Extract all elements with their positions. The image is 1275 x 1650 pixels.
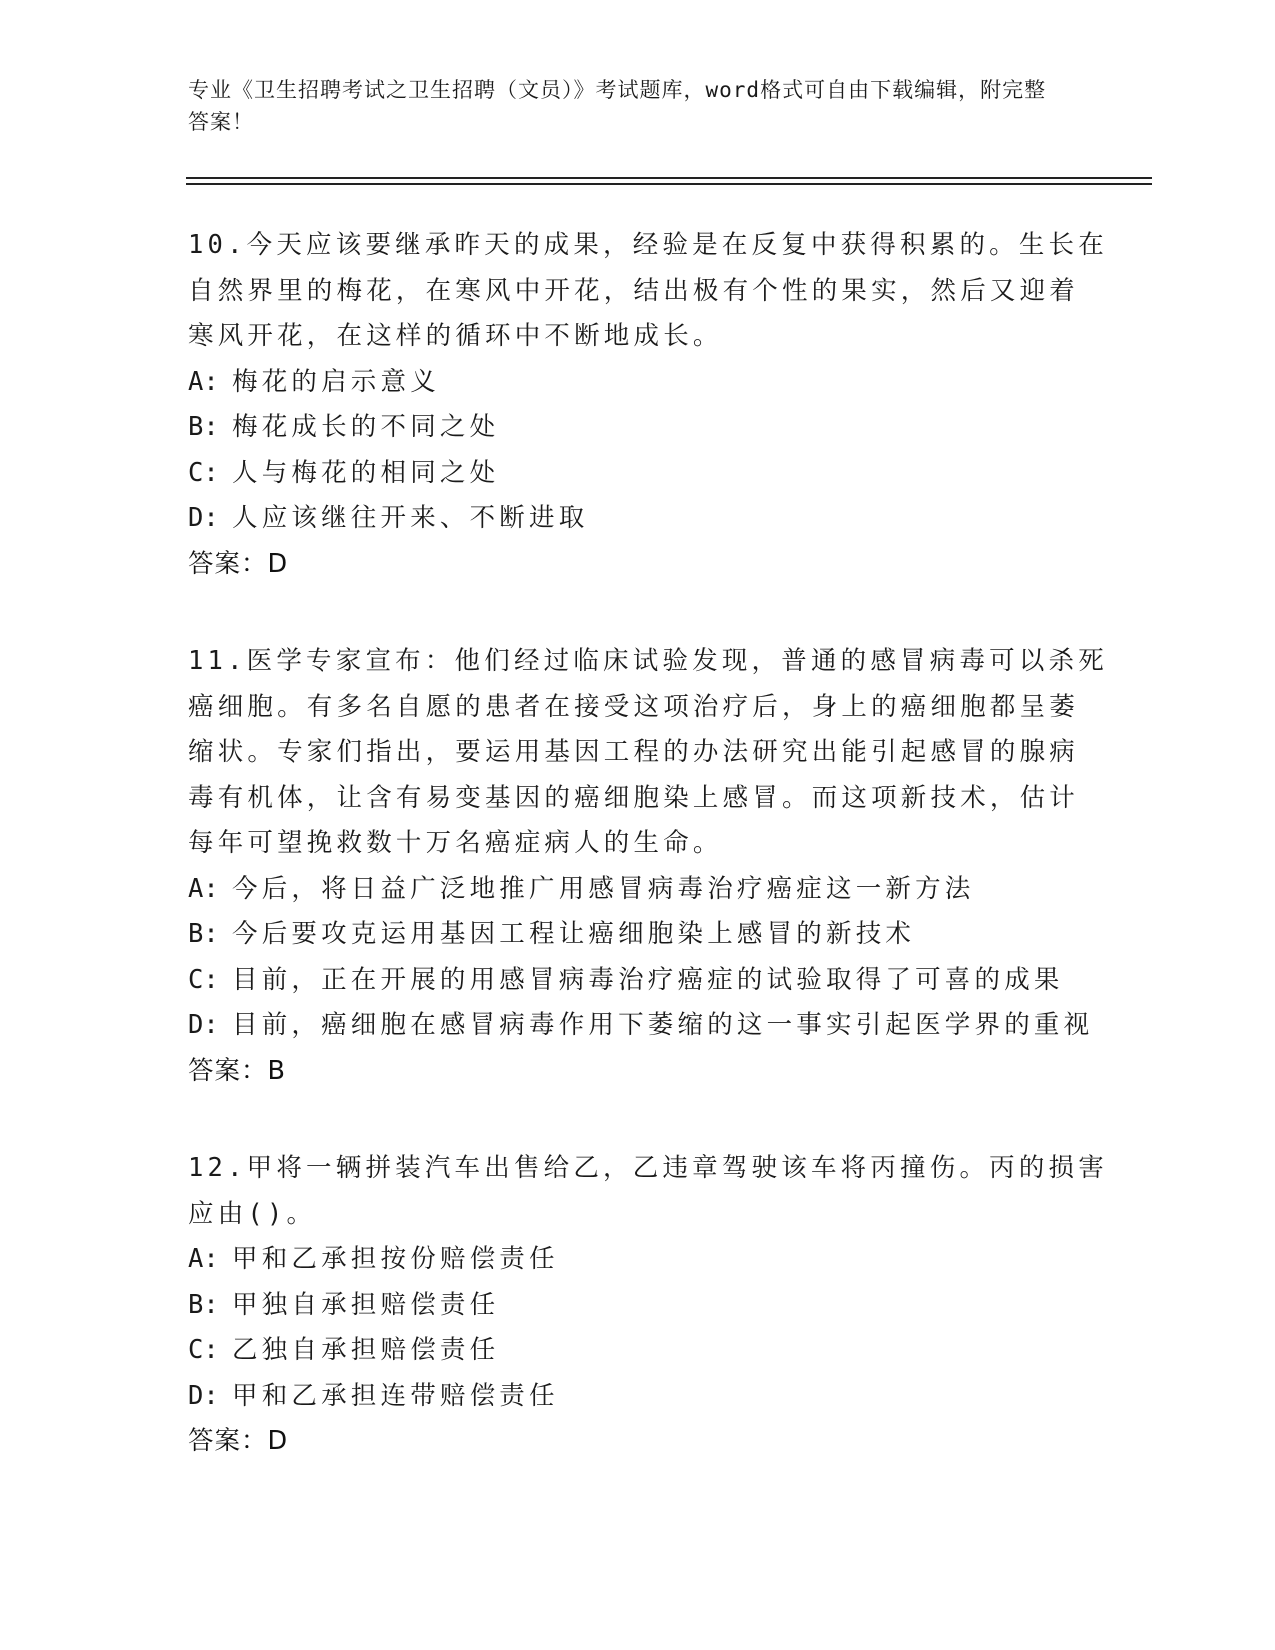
option-text: 今后，将日益广泛地推广用感冒病毒治疗癌症这一新方法 bbox=[232, 873, 975, 904]
option-d bbox=[188, 496, 1088, 542]
option-letter: D: bbox=[188, 1380, 219, 1411]
question-stem-line: 11.医学专家宣布：他们经过临床试验发现，普通的感冒病毒可以杀死 bbox=[188, 646, 1108, 676]
option-text: 目前，癌细胞在感冒病毒作用下萎缩的这一事实引起医学界的重视 bbox=[232, 1010, 1094, 1040]
option-letter: C: bbox=[188, 1335, 219, 1365]
option-a bbox=[188, 360, 1088, 406]
option-text: 甲和乙承担按份赔偿责任 bbox=[232, 1244, 559, 1274]
option-a bbox=[188, 1237, 1088, 1283]
header-divider-bottom bbox=[186, 183, 1152, 185]
option-letter: D: bbox=[188, 503, 219, 533]
option-text: 甲独自承担赔偿责任 bbox=[232, 1289, 500, 1320]
option-b bbox=[188, 912, 1088, 958]
option-text: 目前，正在开展的用感冒病毒治疗癌症的试验取得了可喜的成果 bbox=[232, 964, 1064, 995]
question-11 bbox=[188, 639, 1108, 1094]
question-stem-line: 毒有机体，让含有易变基因的癌细胞染上感冒。而这项新技术，估计 bbox=[188, 782, 1080, 813]
question-stem-line: 寒风开花，在这样的循环中不断地成长。 bbox=[188, 321, 723, 351]
question-stem-line: 10.今天应该要继承昨天的成果，经验是在反复中获得积累的。生长在 bbox=[188, 230, 1108, 260]
question-stem-line: 缩状。专家们指出，要运用基因工程的办法研究出能引起感冒的腺病 bbox=[188, 737, 1080, 767]
answer-label: 答案：D bbox=[188, 1426, 289, 1456]
answer-label: 答案：D bbox=[188, 548, 289, 579]
header-divider-top bbox=[186, 177, 1152, 179]
option-letter: B: bbox=[188, 919, 219, 949]
option-letter: B: bbox=[188, 412, 219, 442]
question-stem-line: 自然界里的梅花，在寒风中开花，结出极有个性的果实，然后又迎着 bbox=[188, 275, 1080, 306]
option-d bbox=[188, 1374, 1088, 1420]
question-stem-line: 每年可望挽救数十万名癌症病人的生命。 bbox=[188, 828, 723, 858]
option-letter: C: bbox=[188, 964, 219, 995]
option-letter: A: bbox=[188, 1244, 219, 1274]
question-stem-line: 应由()。 bbox=[188, 1198, 317, 1229]
question-10 bbox=[188, 223, 1108, 587]
option-d bbox=[188, 1003, 1094, 1049]
option-letter: A: bbox=[188, 873, 219, 904]
option-letter: C: bbox=[188, 457, 219, 488]
option-c bbox=[188, 451, 1088, 497]
option-letter: B: bbox=[188, 1289, 219, 1320]
option-b bbox=[188, 1283, 1088, 1329]
option-letter: D: bbox=[188, 1010, 219, 1040]
answer-label: 答案：B bbox=[188, 1055, 286, 1086]
option-text: 梅花成长的不同之处 bbox=[232, 412, 500, 442]
option-text: 乙独自承担赔偿责任 bbox=[232, 1335, 500, 1365]
document-intro: 专业《卫生招聘考试之卫生招聘（文员）》考试题库，word格式可自由下载编辑，附完整答案！ bbox=[188, 78, 1047, 134]
question-stem-line: 12.甲将一辆拼装汽车出售给乙，乙违章驾驶该车将丙撞伤。丙的损害 bbox=[188, 1153, 1108, 1183]
option-text: 今后要攻克运用基因工程让癌细胞染上感冒的新技术 bbox=[232, 919, 916, 949]
option-c bbox=[188, 1328, 1088, 1374]
option-text: 梅花的启示意义 bbox=[232, 366, 440, 397]
option-letter: A: bbox=[188, 366, 219, 397]
option-text: 人与梅花的相同之处 bbox=[232, 457, 500, 488]
option-b bbox=[188, 405, 1088, 451]
option-a bbox=[188, 867, 1088, 913]
option-text: 甲和乙承担连带赔偿责任 bbox=[232, 1380, 559, 1411]
option-c bbox=[188, 958, 1088, 1004]
option-text: 人应该继往开来、不断进取 bbox=[232, 503, 589, 533]
question-12 bbox=[188, 1146, 1108, 1465]
question-stem-line: 癌细胞。有多名自愿的患者在接受这项治疗后，身上的癌细胞都呈萎 bbox=[188, 691, 1080, 722]
